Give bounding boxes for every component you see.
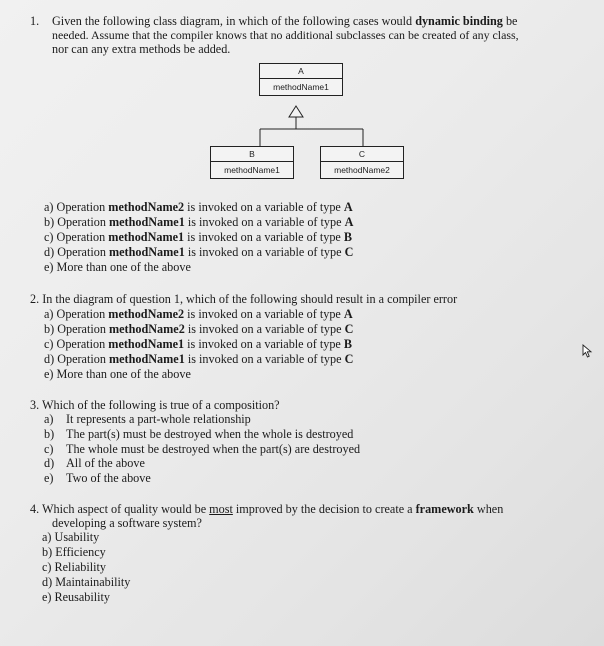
option-letter: c) <box>44 442 54 456</box>
uml-class-b <box>210 146 294 179</box>
inheritance-arrow-icon <box>289 106 303 117</box>
option-method: methodName1 <box>108 245 185 259</box>
option-text: is invoked on a variable of type <box>184 245 345 259</box>
q3-option-c[interactable] <box>44 442 360 456</box>
q3-option-a[interactable] <box>44 412 251 426</box>
q1-number: 1. <box>30 14 40 28</box>
option-text: is invoked on a variable of type <box>184 307 344 321</box>
option-type: C <box>344 352 354 366</box>
q1-option-a[interactable] <box>44 200 353 214</box>
q4-framework: framework <box>415 502 474 516</box>
option-letter: a) <box>44 412 54 426</box>
option-text: is invoked on a variable of type <box>184 352 345 366</box>
q3-stem: 3. Which of the following is true of a composition? <box>30 398 280 412</box>
uml-class-a-name: A <box>260 64 342 79</box>
option-text: The whole must be destroyed when the part(s) are destroyed <box>66 442 361 456</box>
option-letter: e) <box>44 471 54 485</box>
option-text: is invoked on a variable of type <box>184 322 345 336</box>
q4-stem-text: 4. Which aspect of quality would be <box>30 502 210 516</box>
option-label: d) Operation <box>44 352 109 366</box>
q4-option-b[interactable]: b) Efficiency <box>42 545 106 559</box>
q4-option-d[interactable]: d) Maintainability <box>42 575 131 589</box>
option-method: methodName1 <box>108 230 185 244</box>
option-label: c) Operation <box>44 230 109 244</box>
q2-stem: 2. In the diagram of question 1, which of the following should result in a compiler error <box>30 292 458 306</box>
option-text: The part(s) must be destroyed when the whole is destroyed <box>66 427 354 441</box>
q4-option-a[interactable]: a) Usability <box>42 530 100 544</box>
q2-option-c[interactable] <box>44 337 352 351</box>
option-text: is invoked on a variable of type <box>184 215 345 229</box>
q1-stem-text: be <box>502 14 518 28</box>
q4-stem-text: when <box>473 502 504 516</box>
option-type: A <box>344 215 354 229</box>
option-type: C <box>344 322 354 336</box>
q1-stem-line3: nor can any extra methods be added. <box>52 42 231 56</box>
option-type: A <box>343 307 353 321</box>
q4-stem-line1 <box>30 502 503 516</box>
uml-class-c <box>320 146 404 179</box>
uml-class-b-name: B <box>211 147 293 162</box>
q4-stem-line2: developing a software system? <box>52 516 202 530</box>
option-method: methodName1 <box>108 352 185 366</box>
q1-stem-line2: needed. Assume that the compiler knows that no additional subclasses can be created of any class, <box>52 28 519 42</box>
q1-dynamic-binding: dynamic binding <box>415 14 503 28</box>
q3-option-b[interactable] <box>44 427 353 441</box>
option-type: A <box>343 200 353 214</box>
q3-option-e[interactable] <box>44 471 151 485</box>
q2-option-b[interactable] <box>44 322 353 336</box>
uml-class-b-method: methodName1 <box>224 165 280 175</box>
option-label: b) Operation <box>44 322 109 336</box>
option-label: a) Operation <box>44 200 109 214</box>
q1-option-e[interactable]: e) More than one of the above <box>44 260 191 274</box>
q2-option-d[interactable] <box>44 352 353 366</box>
q4-most: most <box>209 502 233 516</box>
option-text: is invoked on a variable of type <box>184 200 344 214</box>
option-text: Two of the above <box>66 471 151 485</box>
q2-option-a[interactable] <box>44 307 353 321</box>
option-type: C <box>344 245 354 259</box>
option-label: d) Operation <box>44 245 109 259</box>
option-label: a) Operation <box>44 307 109 321</box>
option-type: B <box>343 337 353 351</box>
option-type: B <box>343 230 353 244</box>
option-label: c) Operation <box>44 337 109 351</box>
uml-class-c-name: C <box>321 147 403 162</box>
q1-stem-text: Given the following class diagram, in which of the following cases would <box>52 14 416 28</box>
q2-option-e[interactable]: e) More than one of the above <box>44 367 191 381</box>
option-label: b) Operation <box>44 215 109 229</box>
option-method: methodName2 <box>108 322 185 336</box>
q1-option-d[interactable] <box>44 245 353 259</box>
option-text: All of the above <box>66 456 145 470</box>
q4-stem-text: improved by the decision to create a <box>232 502 416 516</box>
option-method: methodName1 <box>108 215 185 229</box>
option-text: is invoked on a variable of type <box>184 230 344 244</box>
uml-class-a-method: methodName1 <box>273 82 329 92</box>
option-method: methodName2 <box>108 307 185 321</box>
option-letter: b) <box>44 427 55 441</box>
option-text: is invoked on a variable of type <box>184 337 344 351</box>
option-method: methodName1 <box>108 337 185 351</box>
q3-option-d[interactable] <box>44 456 145 470</box>
option-letter: d) <box>44 456 55 470</box>
option-text: It represents a part-whole relationship <box>66 412 251 426</box>
option-method: methodName2 <box>108 200 185 214</box>
uml-class-c-method: methodName2 <box>334 165 390 175</box>
q1-option-b[interactable] <box>44 215 353 229</box>
q4-option-e[interactable]: e) Reusability <box>42 590 111 604</box>
q4-option-c[interactable]: c) Reliability <box>42 560 106 574</box>
q1-option-c[interactable] <box>44 230 352 244</box>
mouse-pointer-icon <box>582 344 594 358</box>
